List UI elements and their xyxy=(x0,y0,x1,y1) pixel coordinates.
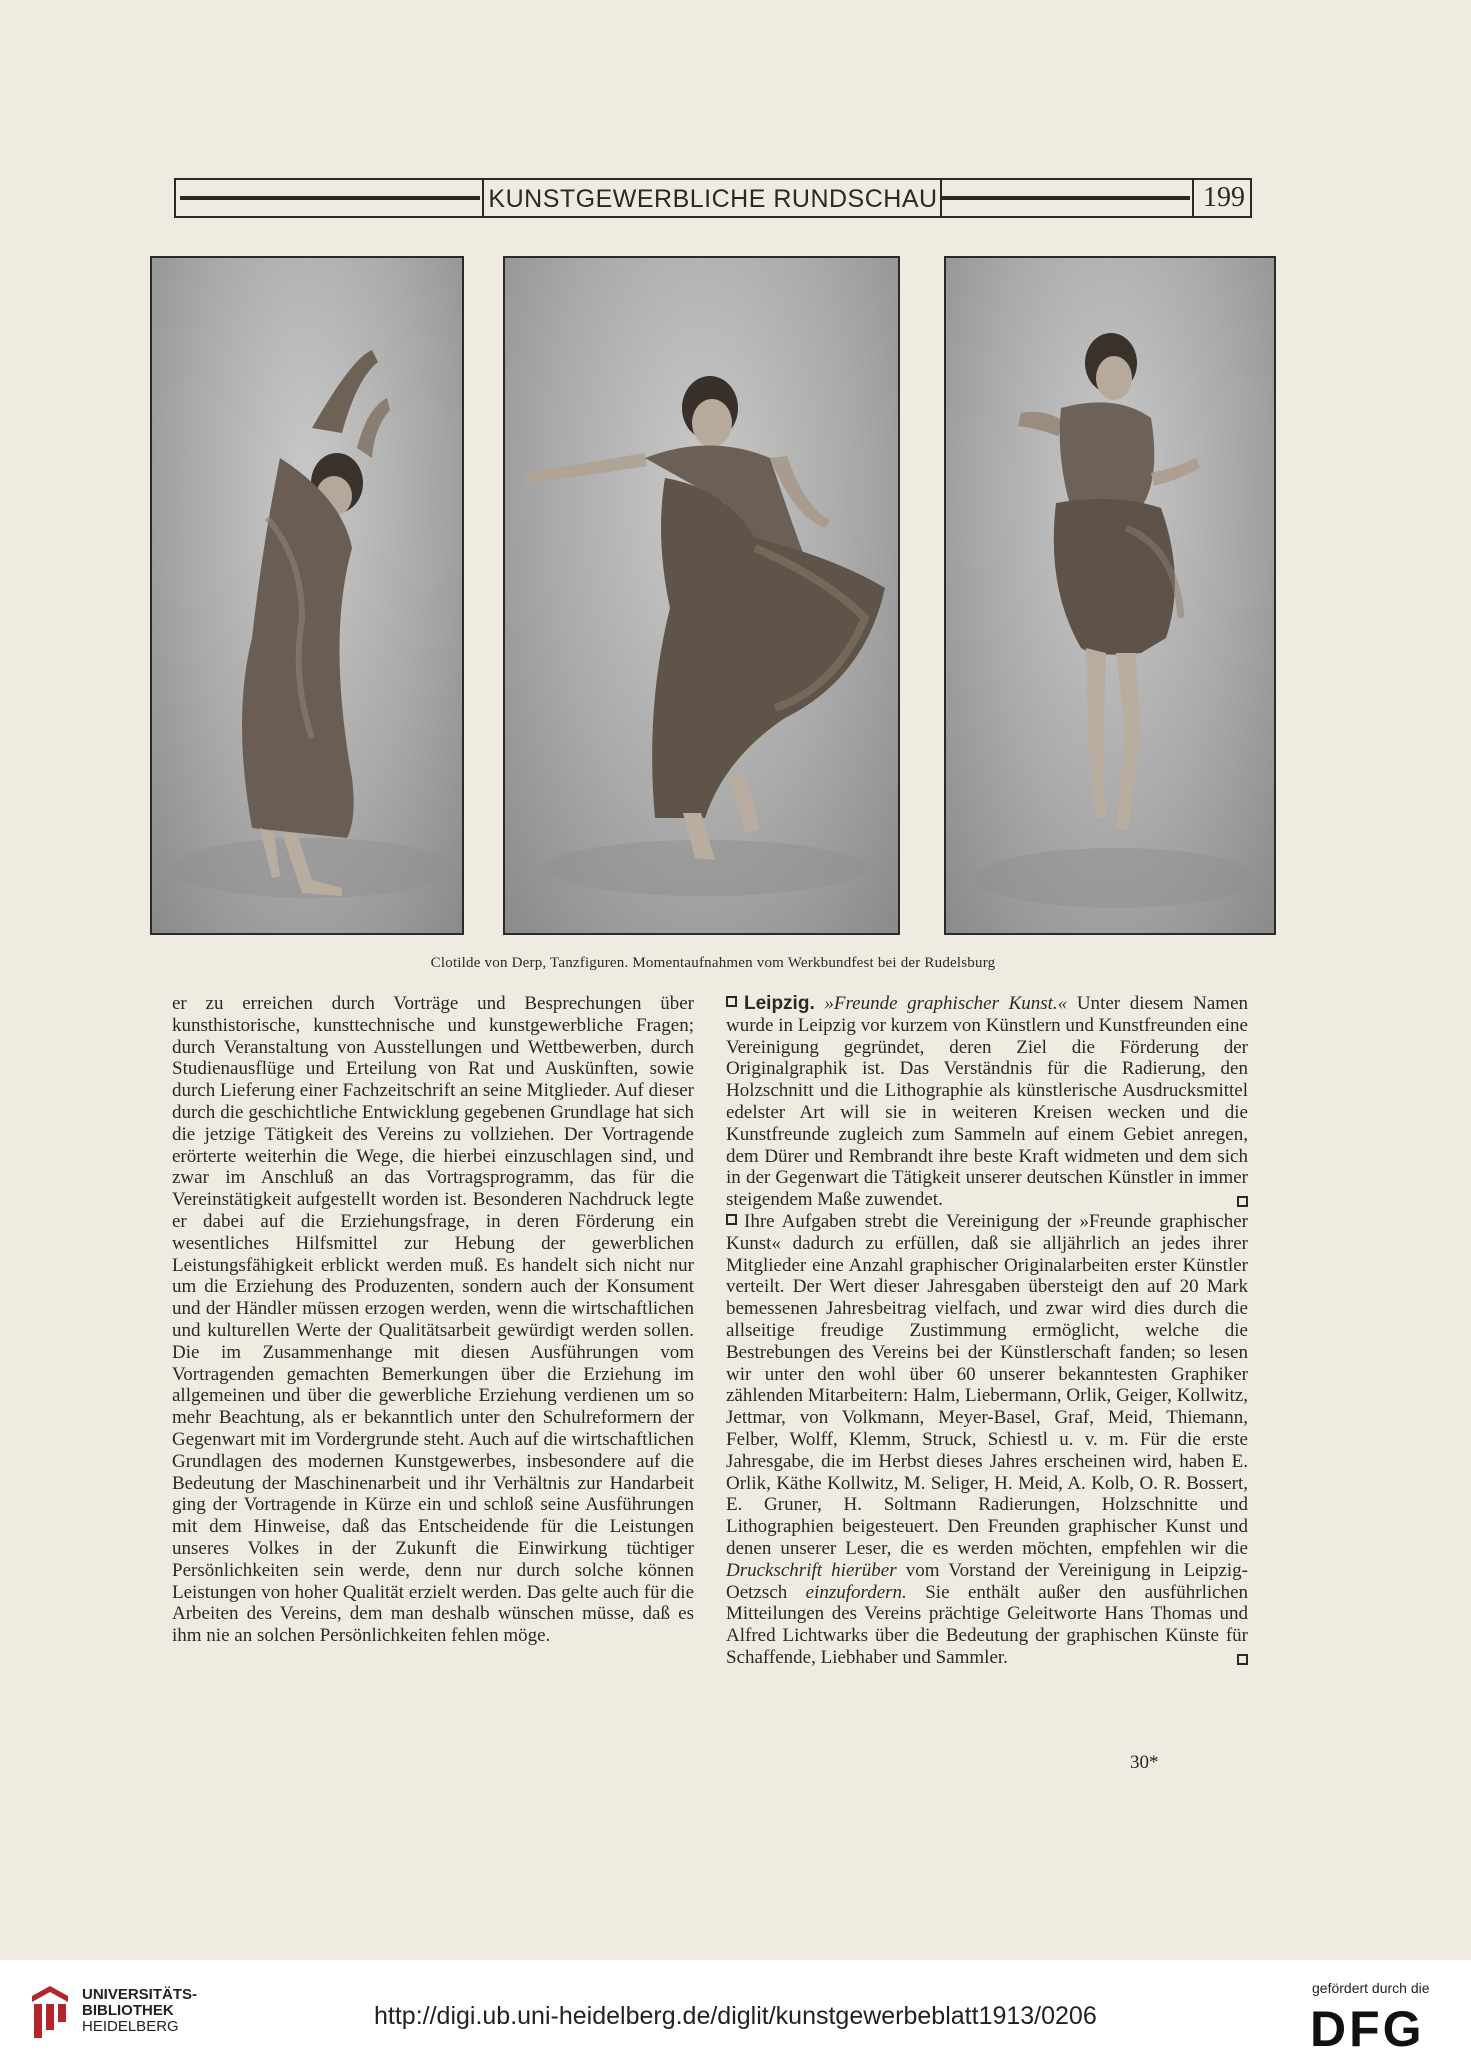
header-divider xyxy=(1192,178,1194,218)
running-header xyxy=(174,178,1252,218)
end-marker-icon xyxy=(1237,1654,1248,1665)
permalink-url[interactable]: http://digi.ub.uni-heidelberg.de/diglit/kunstgewerbeblatt1913/0206 xyxy=(374,2002,1097,2030)
dancer-photo-2 xyxy=(503,256,900,935)
university-logo-icon xyxy=(28,1982,72,2042)
header-divider xyxy=(482,178,484,218)
paragraph-text: vom Vorstand der Vereinigung in Leipzig-Oetzsch xyxy=(726,1559,1248,1603)
paragraph-leipzig xyxy=(726,993,1248,1211)
signature-mark: 30* xyxy=(1130,1752,1159,1773)
header-rule-left xyxy=(180,196,480,200)
dancer-photo-3 xyxy=(944,256,1276,935)
university-name xyxy=(82,1987,197,2035)
section-marker-icon xyxy=(726,996,737,1007)
footer-bar xyxy=(0,1960,1471,2067)
page-number: 199 xyxy=(1203,182,1245,213)
italic-phrase: einzufordern. xyxy=(805,1581,907,1603)
paragraph-text: Ihre Aufgaben strebt die Vereinigung der »Freunde graphischer Kunst« dadurch zu erfüllen, daß sie alljährlich an jedes ihrer Mitglieder eine Anzahl graphischer Originalarbeiten erster Künstler verteilt. Der Wert dieser Jahresgaben übersteigt den auf 20 Mark bemessenen Jahresbeitrag vielfach, und zwar wird dies durch die allseitige freudige Zustimmung ermöglicht, welche die Bestrebungen des Vereins bei der Künstlerschaft fanden; so lesen wir unter den wohl über 60 unserer bekanntesten Graphiker zählenden Mitarbeitern: Halm, Liebermann, Orlik, Geiger, Kollwitz, Jettmar, von Volkmann, Meyer-Basel, Graf, Meid, Thiemann, Felber, Wolff, Klemm, Struck, Schiestl u. v. m. Für die erste Jahresgabe, die im Herbst dieses Jahres erscheinen wird, haben E. Orlik, Käthe Kollwitz, M. Seliger, H. Meid, A. Kolb, O. R. Bossert, E. Gruner, H. Soltmann Radierungen, Holzschnitte und Lithographien beigesteuert. Den Freunden graphischer Kunst und denen unserer Leser, die es werden möchten, empfehlen wir die xyxy=(726,1210,1248,1559)
right-column xyxy=(726,993,1248,1669)
university-line: BIBLIOTHEK xyxy=(82,2002,174,2019)
figure-caption: Clotilde von Derp, Tanzfiguren. Momentaufnahmen vom Werkbundfest bei der Rudelsburg xyxy=(430,955,996,971)
left-column xyxy=(172,993,694,1647)
left-column-text: er zu erreichen durch Vorträge und Besprechungen über kunsthistorische, kunsttechnische und kunstgewerbliche Fragen; durch Veranstaltung von Ausstellungen und Wettbewerben, durch Studienausflüge und Erteilung von Rat und Auskünften, sowie durch Lieferung einer Fachzeitschrift an seine Mitglieder. Auf dieser durch die geschichtliche Entwicklung gegebenen Grundlage hat sich die jetzige Tätigkeit des Vereins zu vollziehen. Der Vortragende erörterte weiterhin die Wege, die hierbei einzuschlagen sind, und zwar im Anschluß an das Vortragsprogramm, das für die Vereinstätigkeit aufgestellt worden ist. Besonderen Nachdruck legte er dabei auf die Erziehungsfrage, in deren Förderung ein wesentliches Hilfsmittel zur Hebung der gewerblichen Leistungsfähigkeit erblickt werden muß. Es handelt sich nicht nur um die Erziehung des Produzenten, sondern auch der Konsument und der Händler müssen erzogen werden, wenn die wirtschaftlichen und kulturellen Werte der Qualitätsarbeit gewürdigt werden sollen. Die im Zusammenhange mit diesen Ausführungen vom Vortragenden gemachten Bemerkungen über die Erziehung im allgemeinen und über die gewerbliche Erziehung verdienen um so mehr Beachtung, als er bekanntlich unter den Schulreformern der Gegenwart mit im Vordergrunde steht. Auch auf die wirtschaftlichen Grundlagen des modernen Kunstgewerbes, insbesondere auf die Bedeutung der Maschinenarbeit und ihr Verhältnis zur Handarbeit ging der Vortragende in Kürze ein und schloß seine Ausführungen mit dem Hinweise, daß das Entscheidende für die Leistungen unseres Volkes in der Zukunft die Einwirkung tüchtiger Persönlichkeiten sein werde, denn nur durch solche können Leistungen von hoher Qualität erzielt werden. Das gelte auch für die Arbeiten des Vereins, dem man deshalb wünschen müsse, daß es ihm nie an solchen Persönlichkeiten fehlen möge. xyxy=(172,993,694,1647)
paragraph-aufgaben xyxy=(726,1211,1248,1669)
dancer-photo-1 xyxy=(150,256,464,935)
funding-note: gefördert durch die xyxy=(1312,1980,1430,1996)
section-heading: Leipzig. xyxy=(744,993,815,1014)
society-name: »Freunde graphischer Kunst.« xyxy=(824,993,1068,1014)
italic-phrase: Druckschrift hierüber xyxy=(726,1559,897,1581)
paragraph-text: Unter diesem Namen wurde in Leipzig vor kurzem von Künstlern und Kunstfreunden eine Vereinigung gegründet, deren Ziel die Förderung der Originalgraphik ist. Das Verständnis für die Radierung, den Holzschnitt und die Lithographie als künstlerische Ausdrucksmittel edelster Art will sie in weiteren Kreisen wecken und die Kunstfreunde zugleich zum Sammeln auf einem Gebiet anregen, dem Dürer und Rembrandt ihre beste Kraft widmeten und dem sich in der Gegenwart die Tätigkeit unserer deutschen Künstler in immer steigendem Maße zuwendet. xyxy=(726,993,1248,1211)
university-line: UNIVERSITÄTS- xyxy=(82,1986,198,2003)
header-divider xyxy=(1250,178,1252,218)
section-marker-icon xyxy=(726,1214,737,1225)
end-marker-icon xyxy=(1237,1196,1248,1207)
dfg-logo: DFG xyxy=(1310,2001,1425,2057)
university-line: HEIDELBERG xyxy=(82,2018,179,2035)
paragraph-text: Sie enthält außer den ausführlichen Mitteilungen des Vereins prächtige Geleitworte Hans Thomas und Alfred Lichtwarks über die Bedeutung der graphischen Künste für Schaffende, Liebhaber und Sammler. xyxy=(726,1581,1248,1668)
header-rule-right xyxy=(942,196,1190,200)
running-title: KUNSTGEWERBLICHE RUNDSCHAU xyxy=(488,185,938,213)
